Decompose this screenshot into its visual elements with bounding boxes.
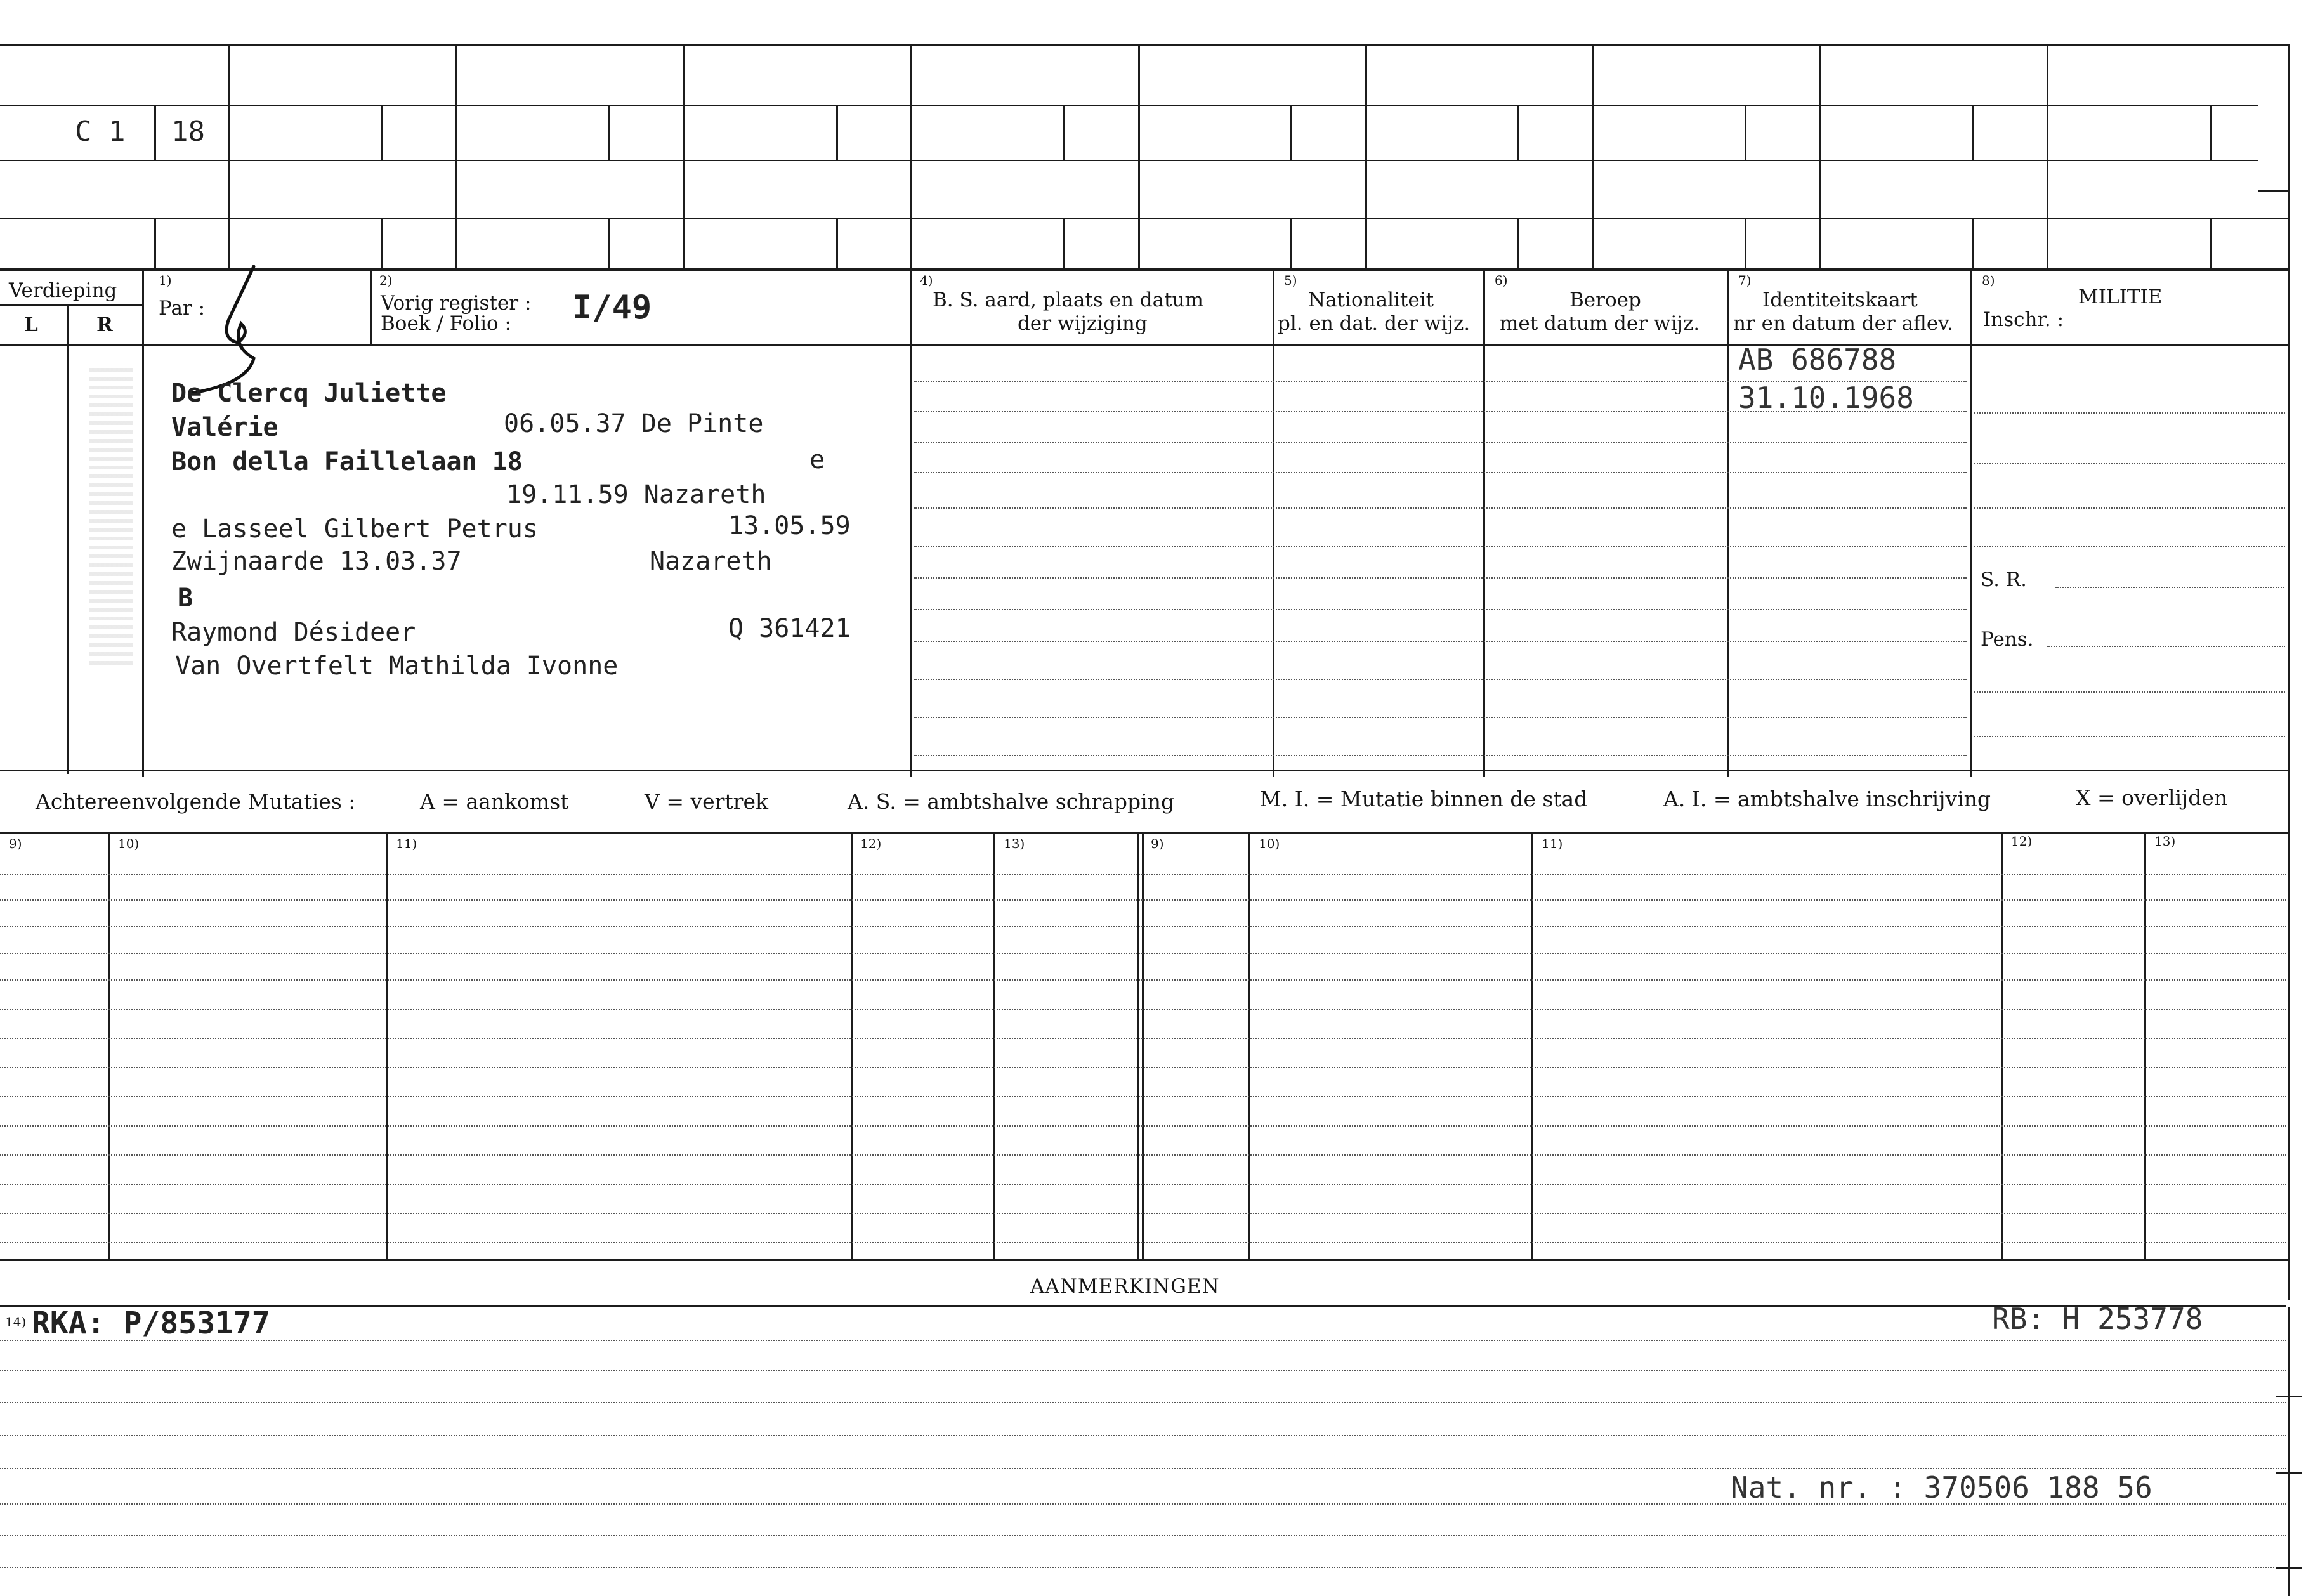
mutations-bottom-border: [0, 1259, 2289, 1261]
field-number: 1): [159, 273, 172, 288]
legend-title: Achtereenvolgende Mutaties :: [36, 789, 356, 814]
col-number: 11): [1542, 836, 1563, 851]
id-card-date: 31.10.1968: [1738, 381, 1914, 415]
grid-col-line: [910, 44, 912, 270]
field-number: 5): [1284, 273, 1297, 288]
mut-col-line: [2144, 832, 2146, 1259]
legend-ai: A. I. = ambtshalve inschrijving: [1663, 787, 1991, 811]
pens-label: Pens.: [1981, 628, 2034, 651]
nat-header-line1: Nationaliteit: [1308, 289, 1434, 311]
grid-col-line: [455, 44, 457, 270]
mut-col-line: [851, 832, 853, 1259]
code-divider: [154, 105, 156, 160]
beroep-header-line1: Beroep: [1569, 289, 1641, 311]
grid-sub-line: [1290, 105, 1292, 160]
body-bottom-border: [0, 770, 2289, 771]
national-number: Nat. nr. : 370506 188 56: [1731, 1470, 2152, 1505]
person-second-name: Valérie: [171, 413, 278, 442]
header-col-line: [1273, 270, 1274, 777]
col-number: 13): [2154, 834, 2176, 849]
boek-folio-label: Boek / Folio :: [381, 312, 511, 335]
id-header-line2: nr en datum der aflev.: [1733, 312, 1953, 335]
col-number: 12): [2011, 834, 2033, 849]
mutations-top-border: [0, 832, 2289, 834]
field-number: 6): [1495, 273, 1508, 288]
header-bottom-border: [0, 344, 2289, 346]
vorig-register-label: Vorig register :: [381, 292, 532, 315]
grid-row-line: [0, 160, 2258, 161]
header-col-line: [910, 270, 912, 777]
stamp-residue: [89, 368, 133, 666]
remarks-title: AANMERKINGEN: [1030, 1275, 1220, 1298]
grid-sub-line: [1517, 105, 1519, 160]
header-col-line: [1727, 270, 1729, 777]
col-number: 9): [1151, 836, 1164, 851]
par-label: Par :: [159, 297, 206, 320]
mut-col-line: [2001, 832, 2003, 1259]
mut-col-line: [108, 832, 110, 1259]
col-number: 10): [118, 836, 140, 851]
father-name: Raymond Désideer: [171, 618, 416, 647]
spouse-name: e Lasseel Gilbert Petrus: [171, 514, 538, 544]
sr-label: S. R.: [1981, 568, 2028, 591]
legend-as: A. S. = ambtshalve schrapping: [848, 789, 1175, 814]
grid-sub-line: [381, 218, 383, 270]
grid-sub-line: [154, 218, 156, 270]
remarks-top-line: [0, 1305, 2286, 1307]
person-address: Bon della Faillelaan 18: [171, 447, 523, 476]
inschr-label: Inschr. :: [1983, 308, 2064, 331]
mut-col-line: [1142, 832, 1144, 1259]
remarks-right-border: [2288, 1307, 2290, 1596]
grid-col-line: [1138, 44, 1140, 270]
rb-number: RB: H 253778: [1992, 1302, 2203, 1336]
col-l-label: L: [24, 313, 38, 336]
grid-col-line: [1592, 44, 1594, 270]
grid-sub-line: [836, 105, 838, 160]
col-number: 12): [860, 836, 882, 851]
header-col-line: [370, 270, 372, 346]
father-code: Q 361421: [728, 614, 851, 643]
field-number: 7): [1738, 273, 1752, 288]
mother-name: Van Overtfelt Mathilda Ivonne: [175, 651, 619, 681]
grid-sub-line: [2210, 218, 2212, 270]
nat-header-line2: pl. en dat. der wijz.: [1278, 312, 1471, 335]
grid-sub-line: [608, 218, 610, 270]
bs-header-line1: B. S. aard, plaats en datum: [933, 289, 1203, 311]
militie-header: MILITIE: [2078, 285, 2163, 308]
code-left: C 1: [75, 115, 126, 148]
header-col-line: [1970, 270, 1972, 777]
field-number: 4): [920, 273, 933, 288]
beroep-header-line2: met datum der wijz.: [1500, 312, 1700, 335]
legend-a: A = aankomst: [420, 789, 569, 814]
mut-col-line: [1137, 832, 1139, 1259]
mut-col-line: [993, 832, 995, 1259]
grid-sub-line: [1745, 105, 1746, 160]
grid-sub-line: [1290, 218, 1292, 270]
grid-sub-line: [1972, 105, 1974, 160]
grid-col-line: [2047, 44, 2048, 270]
lr-divider: [67, 304, 69, 774]
col-r-label: R: [96, 313, 113, 336]
legend-v: V = vertrek: [645, 789, 768, 814]
code-right: 18: [171, 115, 205, 148]
mut-col-line: [1248, 832, 1250, 1259]
grid-col-line: [228, 44, 230, 270]
grid-row-line: [0, 105, 2258, 106]
grid-sub-line: [1063, 105, 1065, 160]
verdieping-label: Verdieping: [9, 279, 117, 302]
header-col-line: [1483, 270, 1485, 777]
top-border: [0, 44, 2289, 46]
grid-sub-line: [1517, 218, 1519, 270]
right-border: [2288, 44, 2290, 1300]
col-number: 11): [396, 836, 417, 851]
bs-header-line2: der wijziging: [1018, 312, 1148, 335]
register-value: I/49: [572, 289, 652, 327]
grid-col-line: [683, 44, 685, 270]
grid-row-tick: [2258, 190, 2289, 192]
field-number: 8): [1982, 273, 1995, 288]
grid-sub-line: [1972, 218, 1974, 270]
grid-sub-line: [836, 218, 838, 270]
person-arrival: 19.11.59 Nazareth: [506, 480, 766, 509]
grid-col-line: [1819, 44, 1821, 270]
id-card-number: AB 686788: [1738, 343, 1897, 377]
header-col-line: [142, 270, 144, 777]
mut-col-line: [1531, 832, 1533, 1259]
grid-row-tick: [2258, 218, 2289, 219]
spouse-city: Nazareth: [650, 547, 772, 576]
field-number: 14): [5, 1314, 27, 1330]
grid-sub-line: [381, 105, 383, 160]
legend-mi: M. I. = Mutatie binnen de stad: [1260, 787, 1588, 811]
person-e: e: [809, 445, 825, 474]
col-number: 9): [9, 836, 22, 851]
marriage-date: 13.05.59: [728, 511, 851, 540]
grid-sub-line: [608, 105, 610, 160]
person-birth: 06.05.37 De Pinte: [504, 409, 764, 438]
grid-sub-line: [2210, 105, 2212, 160]
header-top-border: [0, 268, 2289, 271]
spouse-birth: Zwijnaarde 13.03.37: [171, 547, 462, 576]
legend-x: X = overlijden: [2076, 785, 2228, 810]
id-header-line1: Identiteitskaart: [1762, 289, 1918, 311]
grid-sub-line: [1063, 218, 1065, 270]
person-letter: B: [178, 584, 193, 613]
grid-row-line: [0, 218, 2258, 219]
grid-sub-line: [1745, 218, 1746, 270]
mut-col-line: [386, 832, 388, 1259]
rka-number: RKA: P/853177: [32, 1305, 270, 1341]
col-number: 13): [1004, 836, 1025, 851]
col-number: 10): [1259, 836, 1280, 851]
grid-col-line: [1365, 44, 1367, 270]
field-number: 2): [379, 273, 393, 288]
verdieping-divider: [0, 304, 143, 306]
person-name: De Clercq Juliette: [171, 379, 447, 408]
